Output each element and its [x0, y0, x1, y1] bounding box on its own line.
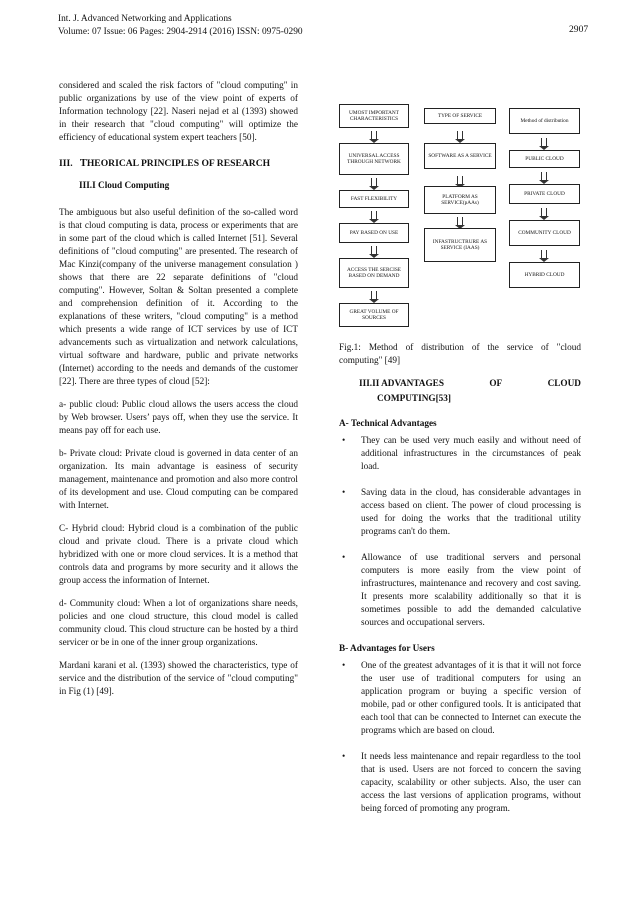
section-title: HEORICAL PRINCIPLES OF RESEARCH: [86, 158, 271, 169]
diagram-box: SOFTWARE AS A SERVICE: [424, 143, 496, 169]
diagram-box: PAY BASED ON USE: [339, 223, 409, 243]
paragraph: Mardani karani et al. (1393) showed the characteristics, type of service and the distribution of the service of "cloud computing" in Fig (1) [49].: [59, 661, 298, 697]
diagram-box: PUBLIC CLOUD: [509, 150, 580, 168]
subsection-heading: III.I Cloud Computing: [79, 181, 170, 191]
diagram-box: COMMUNITY CLOUD: [509, 220, 580, 246]
journal-title: Int. J. Advanced Networking and Applications: [58, 14, 232, 24]
diagram-box: GREAT VOLUME OF SOURCES: [339, 303, 409, 327]
section-heading: [59, 157, 298, 170]
running-header: [58, 13, 538, 39]
diagram-box: UMOST IMPORTANT CHARACTERISTICS: [339, 104, 409, 128]
diagram-box: FAST FLEXIBILITY: [339, 190, 409, 208]
heading-part: III.II ADVANTAGES: [359, 379, 444, 389]
list-item: • One of the greatest advantages of it is that it will not force the user use of traditional computers for using an application program or buying a specific version of mobile, pad or other configured tools. It is anticipated that each tool that can be connected to Internet can execute the programs which are based on cloud.: [339, 660, 581, 738]
paragraph: The ambiguous but also useful definition of the so-called word is that cloud computing is data, process or experiments that are in some part of the cloud which is called Internet [51]. Several definitions of "cloud computing" are presented. The research of Mac Kinzi(company of the universe management consulation ) shows that there are 22 separate definitions of "cloud computing". However, Soltan & Soltan presented a complete and comprehension definition of it. According to the explanations of these writers, "cloud computing" is a method which presents a wide range of ICT services by use of ICT advancements such as virtualization and network calculations, virtual software and hardware, public and private networks (Internet) according to the needs and demands of the customer [22]. There are three types of cloud [52]:: [59, 208, 298, 387]
down-arrow-icon: [457, 176, 463, 185]
cloud-distribution-figure: [339, 80, 581, 342]
page-number: 2907: [569, 24, 589, 35]
down-arrow-icon: [541, 250, 547, 259]
diagram-box: UNIVERSAL ACCESS THROUGH NETWORK: [339, 143, 409, 175]
volume-info: Volume: 07 Issue: 06 Pages: 2904-2914 (2016) ISSN: 0975-0290: [58, 27, 303, 37]
left-column: [59, 80, 298, 709]
section-first-letter: T: [79, 158, 87, 169]
down-arrow-icon: [371, 178, 377, 187]
paragraph: C- Hybrid cloud: Hybrid cloud is a combination of the public cloud and private cloud. There is a private cloud which hybridized with one or more cloud services. It is a method that controls data and programs by more security and it allows the group access the information of Internet.: [59, 524, 298, 586]
user-advantages-heading: B- Advantages for Users: [339, 644, 435, 654]
paragraph: d- Community cloud: When a lot of organizations share needs, policies and one cloud structure, this cloud model is called community cloud. This cloud structure can be hosted by a third servicer or be in one of the inner group organizations.: [59, 599, 298, 648]
right-column: [339, 80, 581, 829]
user-advantages-list: [339, 660, 581, 816]
diagram-box: PLATFORM AS SERVICE(pAAs): [424, 186, 496, 214]
diagram-box: TYPE OF SERVICE: [424, 108, 496, 124]
advantages-heading: [359, 378, 581, 391]
down-arrow-icon: [371, 211, 377, 220]
down-arrow-icon: [371, 291, 377, 300]
down-arrow-icon: [457, 131, 463, 140]
diagram-box: Method of distribution: [509, 108, 580, 134]
down-arrow-icon: [541, 172, 547, 181]
list-item: • It needs less maintenance and repair regardless to the tool that is used. Users are not forced to concern the saving capacity, scalability or other subjects. Also, the user can access the last versions of application programs, without being forced of promoting any program.: [339, 751, 581, 816]
technical-advantages-list: [339, 435, 581, 630]
diagram-box: INFASTRUCTRURE AS SERVICE (IAAS): [424, 228, 496, 262]
intro-paragraph: considered and scaled the risk factors of "cloud computing" in public organizations by use of the view point of experts of Information technology [22]. Naseri nejad et al (1393) showed in their research that "cloud computing" will optimize the efficiency of educational system expert teachers [50].: [59, 81, 298, 143]
down-arrow-icon: [541, 208, 547, 217]
down-arrow-icon: [457, 217, 463, 226]
list-item: • Saving data in the cloud, has considerable advantages in access based on client. The power of cloud processing is used for doing the works that the traditional utility programs can't do them.: [339, 487, 581, 539]
paragraph: a- public cloud: Public cloud allows the users access the cloud by Web browser. Users’ pays off, when they use the service. It means pay off for each use.: [59, 400, 298, 436]
paragraph: b- Private cloud: Private cloud is governed in data center of an organization. Its main advantage is easiness of security management, maintenance and promotion and also more control of its development and use. Cloud computing can be compared with Internet.: [59, 449, 298, 511]
diagram-box: HYBRID CLOUD: [509, 262, 580, 288]
heading-part: OF: [489, 379, 503, 389]
diagram-box: ACCESS THE SERCISE BASED ON DEMAND: [339, 258, 409, 288]
list-item: • Allowance of use traditional servers and personal computers is more easily from the view point of infrastructures, maintenance and recovery and cost saving. It presents more scalability additionally so that it is sometimes possible to add the demanded calculative sources and occupational servers.: [339, 552, 581, 630]
heading-part: CLOUD: [547, 379, 581, 389]
down-arrow-icon: [371, 246, 377, 255]
down-arrow-icon: [371, 131, 377, 140]
diagram-box: PRIVATE CLOUD: [509, 184, 580, 204]
section-number: III.: [59, 158, 73, 169]
technical-advantages-heading: A- Technical Advantages: [339, 419, 437, 429]
list-item: • They can be used very much easily and without need of additional infrastructures in the circumstances of peak load.: [339, 435, 581, 474]
figure-caption: Fig.1: Method of distribution of the service of "cloud computing" [49]: [339, 343, 581, 366]
advantages-heading-line2: COMPUTING[53]: [377, 394, 451, 404]
down-arrow-icon: [541, 138, 547, 147]
